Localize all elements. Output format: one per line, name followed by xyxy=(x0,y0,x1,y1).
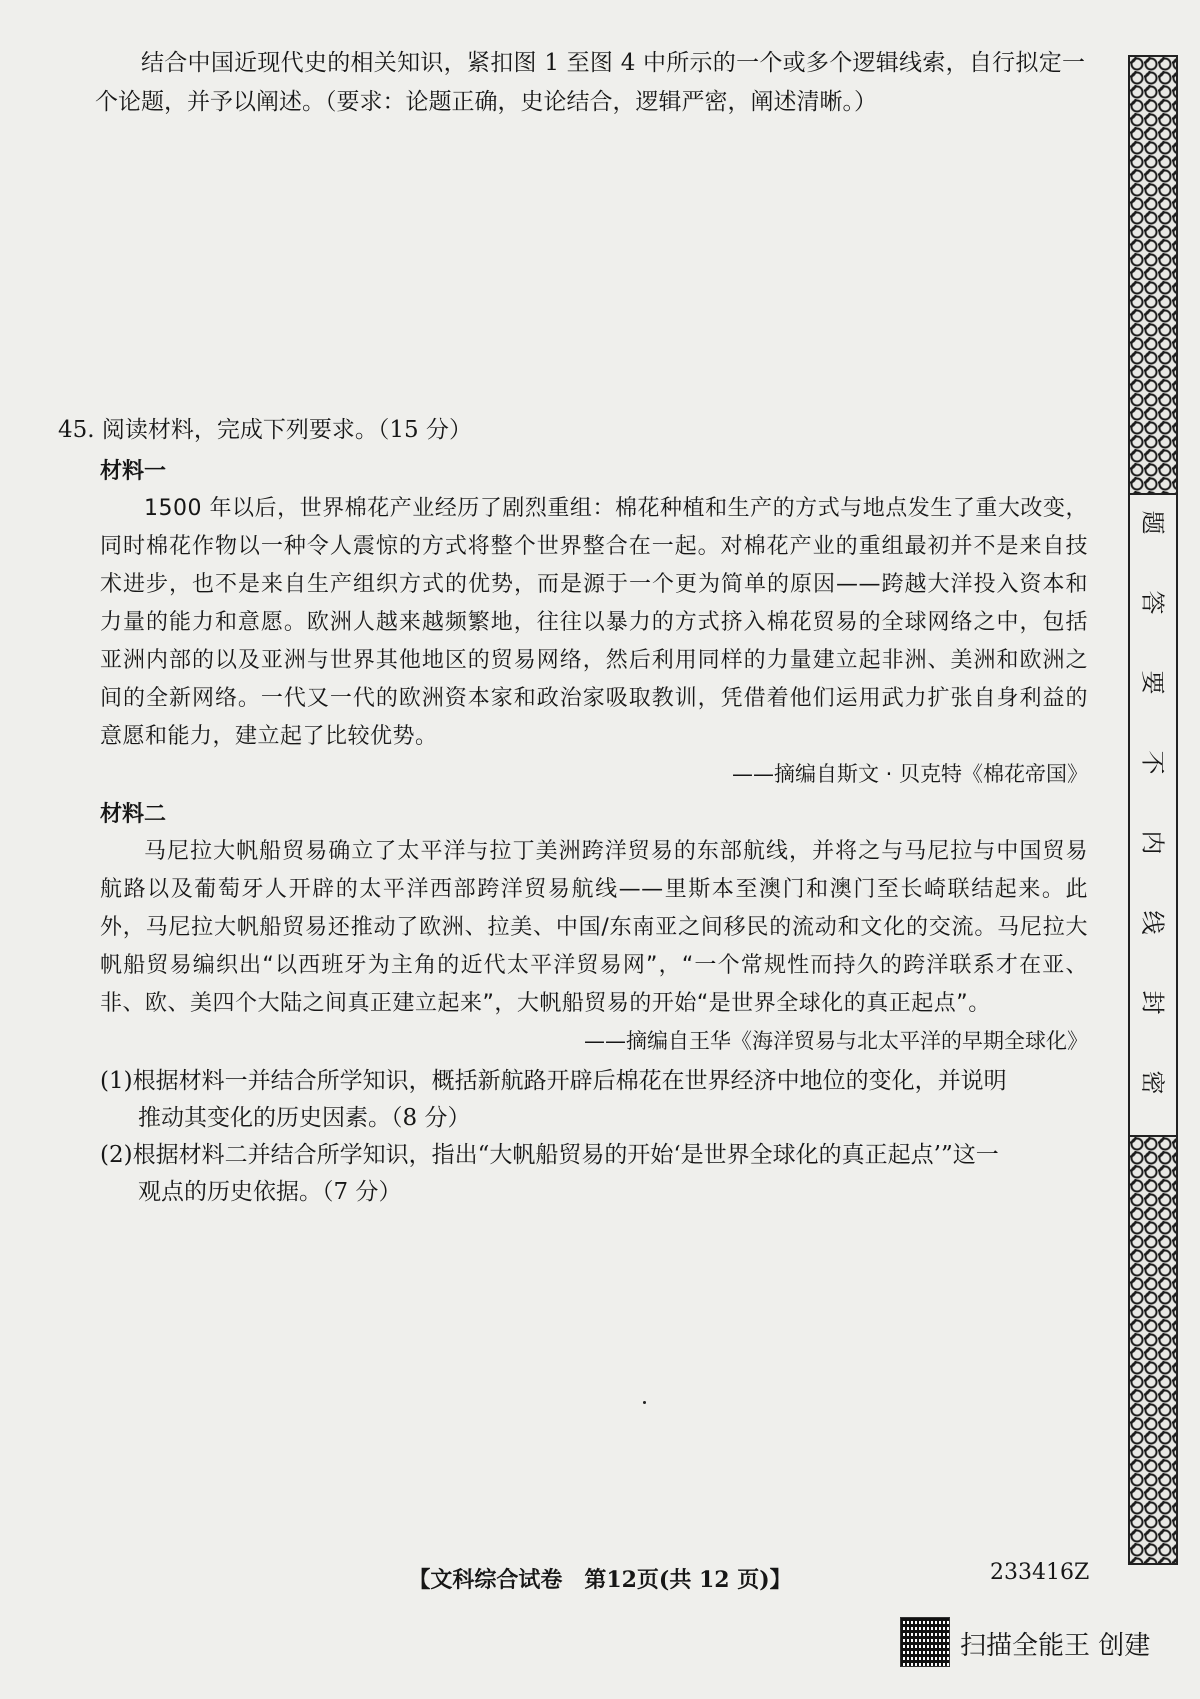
seal-char: 不 xyxy=(1138,750,1167,775)
sub-question-1-line-1: (1)根据材料一并结合所学知识，概括新航路开辟后棉花在世界经济中地位的变化，并说明 xyxy=(100,1068,1007,1094)
seal-pattern-bottom xyxy=(1128,1135,1178,1565)
essay-prompt-text: 结合中国近现代史的相关知识，紧扣图 1 至图 4 中所示的一个或多个逻辑线索，自行拟定一个论题，并予以阐述。（要求：论题正确，史论结合，逻辑严密，阐述清晰。） xyxy=(95,50,1085,115)
question-45 xyxy=(58,412,1088,1211)
question-45-heading: 45. 阅读材料，完成下列要求。（15 分） xyxy=(58,417,472,443)
material-1-title: 材料一 xyxy=(100,459,167,484)
seal-char: 密 xyxy=(1138,1070,1167,1095)
seal-line-strip xyxy=(1128,55,1178,1565)
sub-question-2-line-2: 观点的历史依据。（7 分） xyxy=(138,1179,402,1205)
seal-char: 内 xyxy=(1138,830,1167,855)
seal-char: 要 xyxy=(1138,670,1167,695)
material-1-body: 1500 年以后，世界棉花产业经历了剧烈重组：棉花种植和生产的方式与地点发生了重大改变，同时棉花作物以一种令人震惊的方式将整个世界整合在一起。对棉花产业的重组最初并不是来自技术进步，也不是来自生产组织方式的优势，而是源于一个更为简单的原因——跨越大洋投入资本和力量的能力和意愿。欧洲人越来越频繁地，往往以暴力的方式挤入棉花贸易的全球网络之中，包括亚洲内部的以及亚洲与世界其他地区的贸易网络，然后利用同样的力量建立起非洲、美洲和欧洲之间的全新网络。一代又一代的欧洲资本家和政治家吸取教训，凭借着他们运用武力扩张自身利益的意愿和能力，建立起了比较优势。 xyxy=(100,496,1088,749)
material-2-source: ——摘编自王华《海洋贸易与北太平洋的早期全球化》 xyxy=(584,1029,1088,1053)
sub-question-2 xyxy=(100,1137,1088,1211)
seal-char: 线 xyxy=(1138,910,1167,935)
essay-prompt xyxy=(95,44,1085,122)
seal-char: 答 xyxy=(1138,590,1167,615)
scanner-watermark xyxy=(900,1617,1170,1667)
seal-warning xyxy=(1128,495,1178,1135)
paper-code: 233416Z xyxy=(990,1560,1090,1585)
scanner-text: 扫描全能王 创建 xyxy=(960,1631,1151,1661)
seal-char: 题 xyxy=(1138,510,1167,535)
scan-speck xyxy=(643,1401,646,1404)
material-2-body: 马尼拉大帆船贸易确立了太平洋与拉丁美洲跨洋贸易的东部航线，并将之与马尼拉与中国贸易航路以及葡萄牙人开辟的太平洋西部跨洋贸易航线——里斯本至澳门和澳门至长崎联结起来。此外，马尼拉大帆船贸易还推动了欧洲、拉美、中国/东南亚之间移民的流动和文化的交流。马尼拉大帆船贸易编织出“以西班牙为主角的近代太平洋贸易网”，“一个常规性而持久的跨洋联系才在亚、非、欧、美四个大陆之间真正建立起来”，大帆船贸易的开始“是世界全球化的真正起点”。 xyxy=(100,839,1088,1016)
seal-char: 封 xyxy=(1138,990,1167,1015)
sub-question-1 xyxy=(100,1063,1088,1137)
material-1-source: ——摘编自斯文 · 贝克特《棉花帝国》 xyxy=(731,762,1088,786)
qr-code-icon xyxy=(900,1617,950,1667)
seal-pattern-top xyxy=(1128,55,1178,495)
sub-question-2-line-1: (2)根据材料二并结合所学知识，指出“大帆船贸易的开始‘是世界全球化的真正起点’”这一 xyxy=(100,1142,999,1168)
material-2-title: 材料二 xyxy=(100,802,167,827)
sub-question-1-line-2: 推动其变化的历史因素。（8 分） xyxy=(138,1105,471,1131)
page-footer: 【文科综合试卷 第12页(共 12 页)】 xyxy=(408,1567,792,1593)
